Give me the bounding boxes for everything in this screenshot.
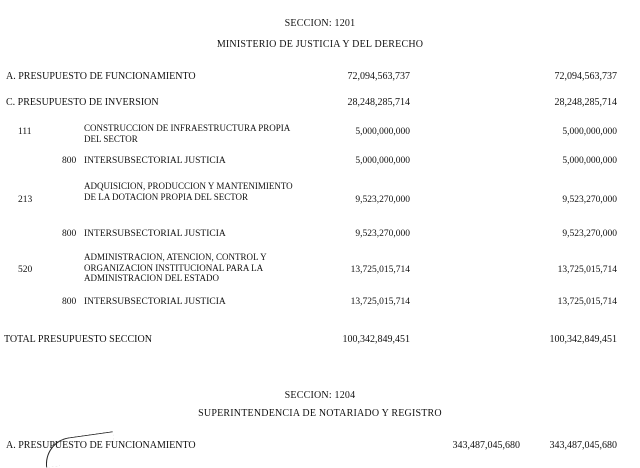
section-heading: SECCION: 1204 bbox=[284, 390, 356, 401]
row-value-col1: 343,487,045,680 bbox=[452, 440, 520, 451]
subprogram-description: INTERSUBSECTORIAL JUSTICIA bbox=[84, 229, 226, 239]
row-value-col2: 343,487,045,680 bbox=[549, 440, 617, 451]
subprogram-code: 800 bbox=[62, 229, 77, 239]
row-value-col2: 13,725,015,714 bbox=[557, 265, 617, 275]
row-value-col1: 28,248,285,714 bbox=[347, 97, 410, 108]
signature-mark bbox=[42, 431, 116, 468]
program-code: 111 bbox=[18, 127, 32, 137]
total-value-col1: 100,342,849,451 bbox=[342, 334, 410, 345]
row-value-col1: 5,000,000,000 bbox=[355, 127, 410, 137]
row-value-col1: 5,000,000,000 bbox=[355, 156, 410, 166]
row-value-col1: 9,523,270,000 bbox=[355, 195, 410, 205]
row-value-col2: 72,094,563,737 bbox=[554, 71, 617, 82]
program-description: ADMINISTRACION, ATENCION, CONTROL Y ORGANIZACION INSTITUCIONAL PARA LA ADMINISTRACION DEL ESTADO bbox=[84, 252, 267, 283]
row-value-col2: 9,523,270,000 bbox=[562, 195, 617, 205]
row-value-col1: 13,725,015,714 bbox=[350, 265, 410, 275]
row-label: C. PRESUPUESTO DE INVERSION bbox=[6, 97, 159, 108]
section-title: SUPERINTENDENCIA DE NOTARIADO Y REGISTRO bbox=[198, 408, 442, 419]
row-value-col2: 5,000,000,000 bbox=[562, 127, 617, 137]
row-label: A. PRESUPUESTO DE FUNCIONAMIENTO bbox=[6, 440, 196, 451]
row-value-col2: 9,523,270,000 bbox=[562, 229, 617, 239]
row-label: A. PRESUPUESTO DE FUNCIONAMIENTO bbox=[6, 71, 196, 82]
section-heading: SECCION: 1201 bbox=[284, 18, 356, 29]
row-value-col2: 5,000,000,000 bbox=[562, 156, 617, 166]
section-title: MINISTERIO DE JUSTICIA Y DEL DERECHO bbox=[216, 39, 424, 50]
program-code: 520 bbox=[18, 265, 33, 275]
row-value-col1: 13,725,015,714 bbox=[350, 297, 410, 307]
row-value-col2: 28,248,285,714 bbox=[554, 97, 617, 108]
program-description: CONSTRUCCION DE INFRAESTRUCTURA PROPIA DEL SECTOR bbox=[84, 123, 290, 144]
total-value-col2: 100,342,849,451 bbox=[549, 334, 617, 345]
subprogram-description: INTERSUBSECTORIAL JUSTICIA bbox=[84, 297, 226, 307]
total-label: TOTAL PRESUPUESTO SECCION bbox=[4, 334, 152, 345]
row-value-col2: 13,725,015,714 bbox=[557, 297, 617, 307]
row-value-col1: 72,094,563,737 bbox=[347, 71, 410, 82]
row-value-col1: 9,523,270,000 bbox=[355, 229, 410, 239]
program-code: 213 bbox=[18, 195, 33, 205]
subprogram-description: INTERSUBSECTORIAL JUSTICIA bbox=[84, 156, 226, 166]
subprogram-code: 800 bbox=[62, 297, 77, 307]
subprogram-code: 800 bbox=[62, 156, 77, 166]
program-description: ADQUISICION, PRODUCCION Y MANTENIMIENTO DE LA DOTACION PROPIA DEL SECTOR bbox=[84, 181, 293, 202]
